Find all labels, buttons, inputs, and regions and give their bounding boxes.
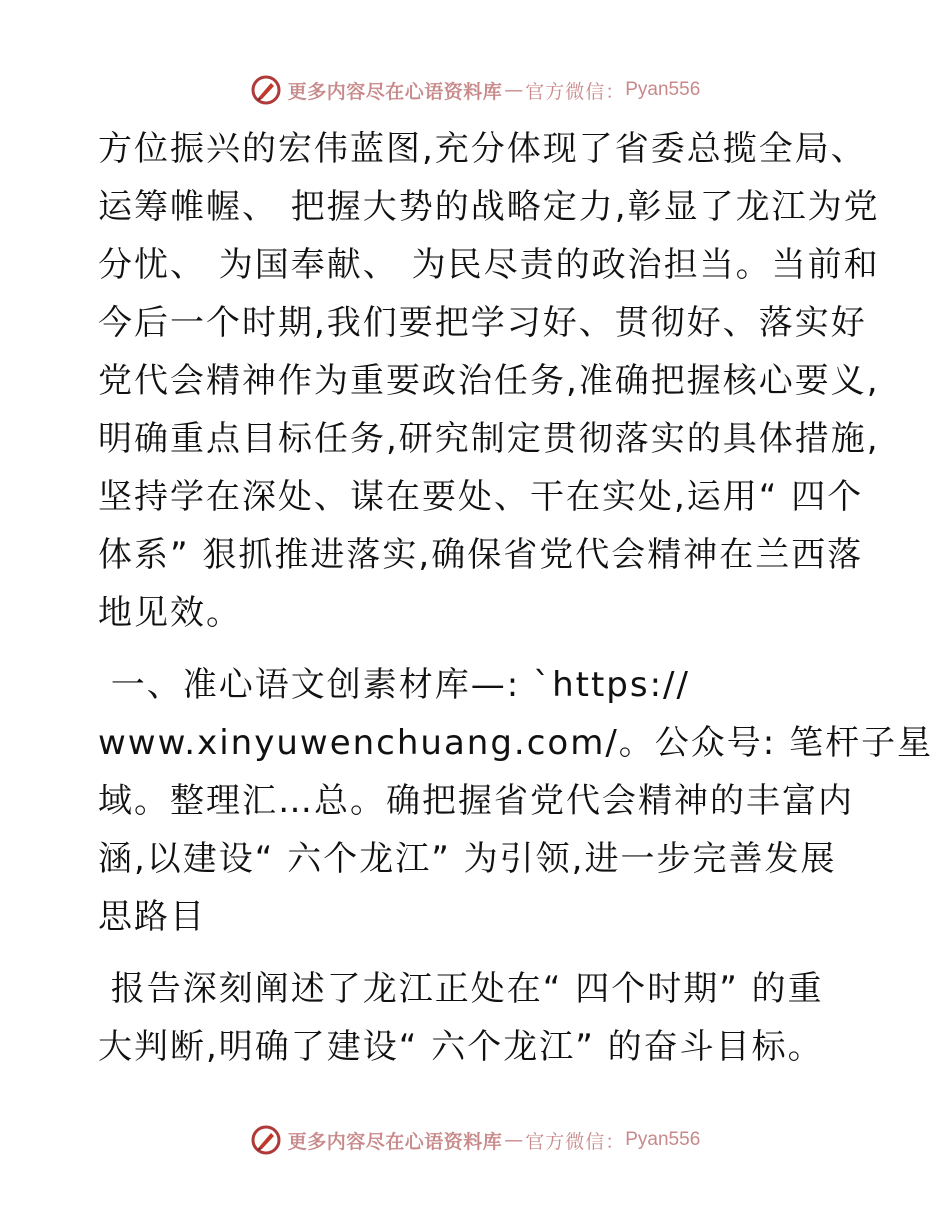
pen-logo-icon [250, 74, 282, 106]
paragraph [98, 120, 880, 642]
text-line: 地见效。 [98, 593, 242, 633]
pen-logo-icon [250, 1124, 282, 1156]
banner-dash: — [504, 79, 524, 101]
text-line: 分忧、 为国奉献、 为民尽责的政治担当。当前和 [98, 245, 880, 285]
text-line: 域。整理汇…总。确把握省党代会精神的丰富内 [98, 781, 854, 821]
banner-wechat-id: Pyan556 [625, 1129, 701, 1150]
text-line: www.xinyuwenchuang.com/。公众号: 笔杆子星 [98, 723, 934, 763]
text-line: 思路目 [98, 897, 206, 937]
text-line: 坚持学在深处、谋在要处、干在实处,运用“ 四个 [98, 477, 864, 517]
banner-title: 更多内容尽在心语资料库 [287, 80, 503, 103]
text-line: 方位振兴的宏伟蓝图,充分体现了省委总揽全局、 [98, 129, 867, 169]
text-line: 明确重点目标任务,研究制定贯彻落实的具体措施, [98, 419, 880, 459]
text-line: 大判断,明确了建设“ 六个龙江” 的奋斗目标。 [98, 1027, 824, 1067]
banner-dash: — [504, 1129, 524, 1151]
banner-title: 更多内容尽在心语资料库 [287, 1130, 503, 1153]
text-line: 运筹帷幄、 把握大势的战略定力,彰显了龙江为党 [98, 187, 880, 227]
banner-wechat-id: Pyan556 [625, 79, 701, 100]
paragraph [98, 656, 934, 946]
text-line: 报告深刻阐述了龙江正处在“ 四个时期” 的重 [98, 969, 824, 1009]
banner-wechat-label: 官方微信： [525, 80, 626, 103]
text-line: 涵,以建设“ 六个龙江” 为引领,进一步完善发展 [98, 839, 837, 879]
document-body [98, 120, 934, 1076]
text-line: 一、准心语文创素材库—: `https:// [98, 665, 690, 705]
text-line: 今后一个时期,我们要把学习好、贯彻好、落实好 [98, 303, 867, 343]
banner-wechat-label: 官方微信： [525, 1130, 626, 1153]
header-banner [0, 72, 950, 108]
footer-banner [0, 1122, 950, 1158]
text-line: 体系” 狠抓推进落实,确保省党代会精神在兰西落 [98, 535, 864, 575]
paragraph [98, 960, 858, 1076]
text-line: 党代会精神作为重要政治任务,准确把握核心要义, [98, 361, 880, 401]
